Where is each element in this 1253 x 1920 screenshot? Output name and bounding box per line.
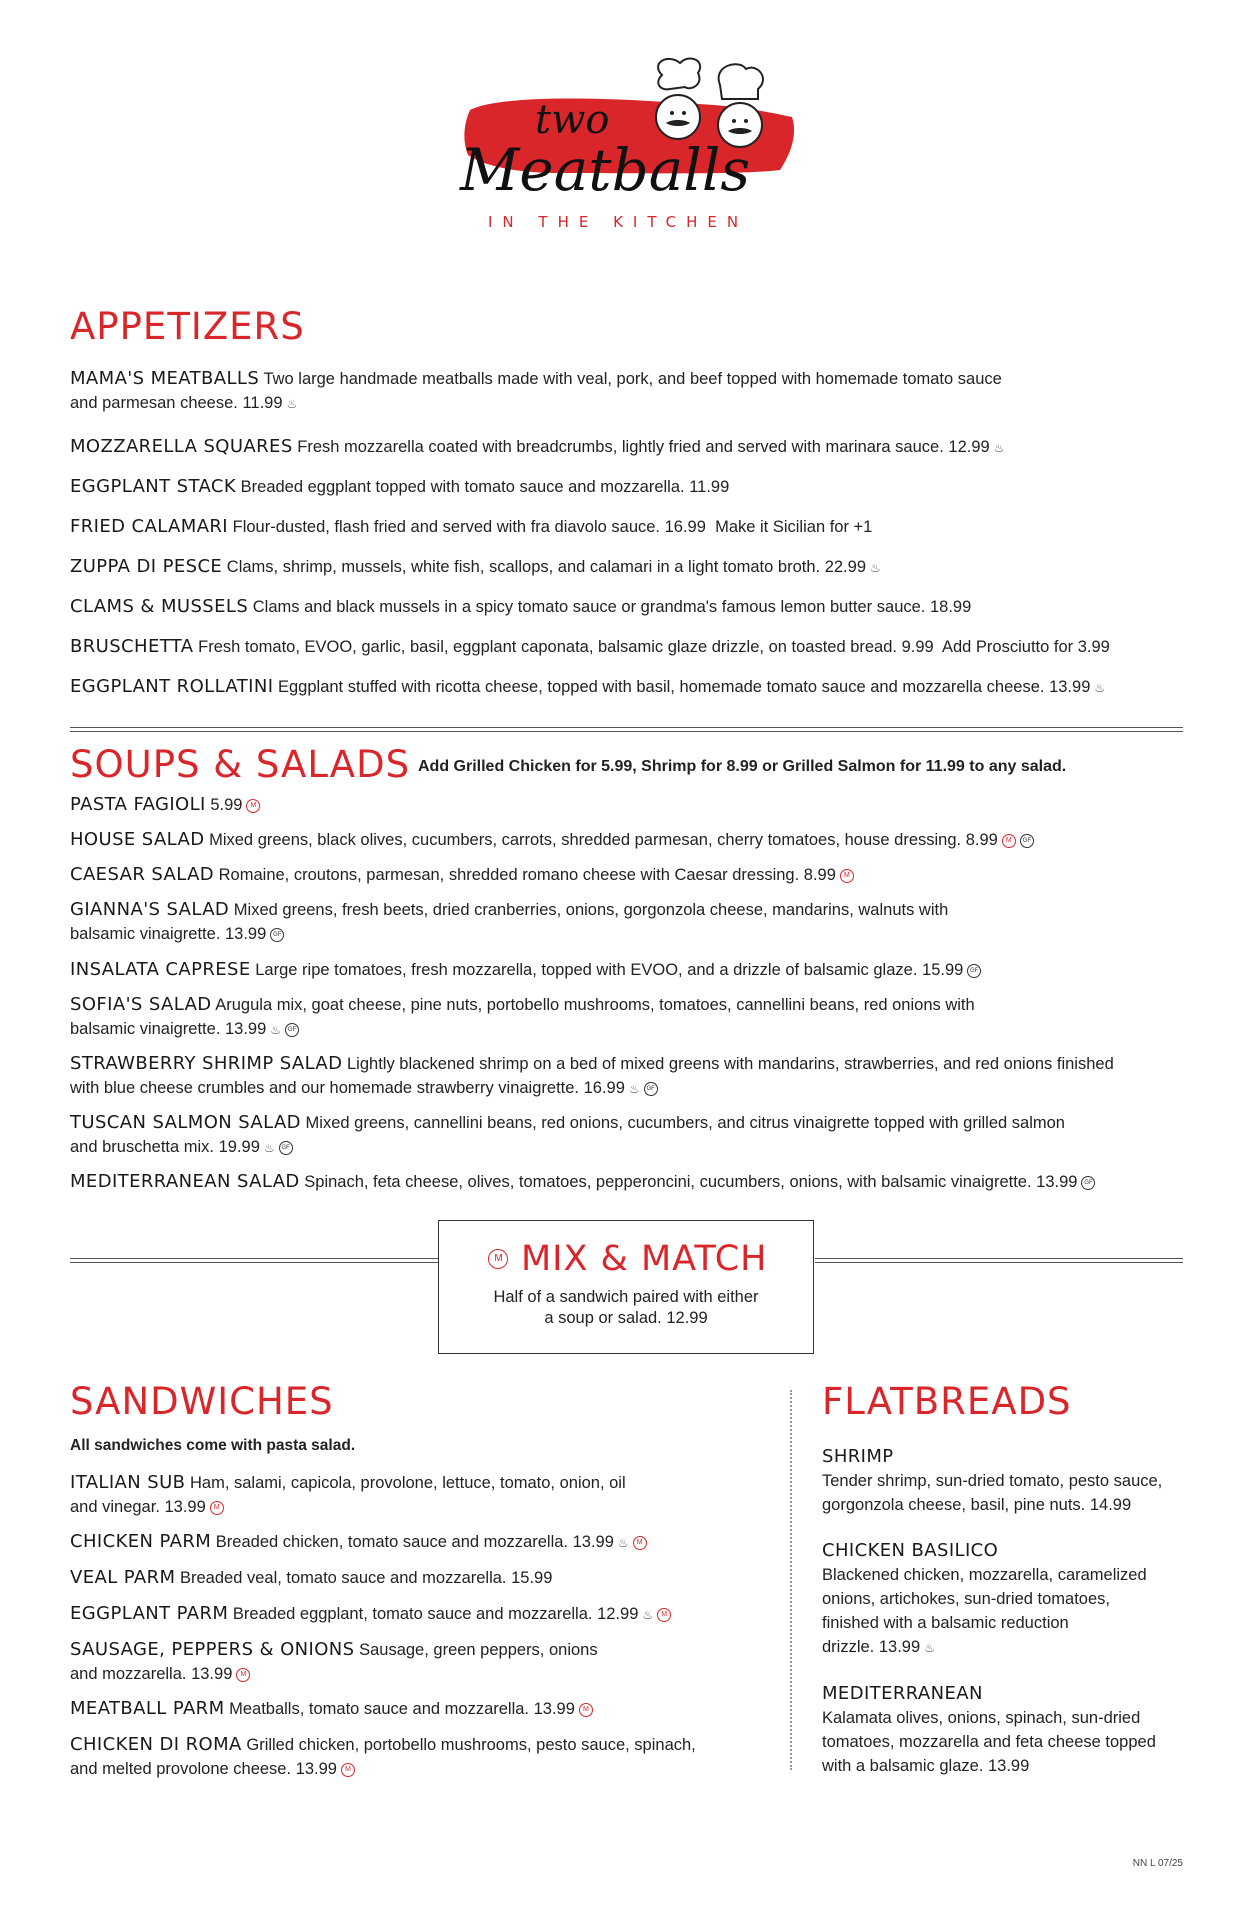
appetizer-item [70, 435, 1004, 460]
item-price: 19.99 [218, 1138, 260, 1156]
item-desc: Grilled chicken, portobello mushrooms, pesto sauce, spinach, [246, 1736, 696, 1754]
mix-match-icon: M [488, 1249, 508, 1269]
salad-item [70, 993, 975, 1042]
item-desc: Fresh mozzarella coated with breadcrumbs, lightly fried and served with marinara sauce. [297, 438, 944, 456]
item-extra: Make it Sicilian for +1 [715, 518, 873, 536]
item-desc: Breaded veal, tomato sauce and mozzarella. [180, 1569, 507, 1587]
item-desc: drizzle. 13.99 [822, 1638, 921, 1656]
mix-match-icon: M [579, 1703, 593, 1717]
item-name: TUSCAN SALMON SALAD [70, 1112, 301, 1133]
item-name: CHICKEN BASILICO [822, 1540, 999, 1561]
appetizer-item [70, 367, 1002, 416]
item-name: SHRIMP [822, 1446, 894, 1467]
chef-recommended-icon: ♨ [924, 1640, 935, 1655]
gluten-free-icon: GF [270, 928, 284, 942]
item-name: SAUSAGE, PEPPERS & ONIONS [70, 1639, 355, 1660]
item-desc: Ham, salami, capicola, provolone, lettuce, tomato, onion, oil [190, 1474, 626, 1492]
item-desc: Tender shrimp, sun-dried tomato, pesto sauce, [822, 1472, 1163, 1490]
item-name: CHICKEN PARM [70, 1531, 212, 1552]
item-desc: Breaded chicken, tomato sauce and mozzarella. [215, 1533, 568, 1551]
flatbread-item [822, 1539, 1192, 1660]
item-name: MAMA'S MEATBALLS [70, 368, 260, 389]
mix-match-desc [439, 1287, 813, 1329]
item-desc: Mixed greens, fresh beets, dried cranberries, onions, gorgonzola cheese, mandarins, walnuts with [233, 901, 949, 919]
chef-recommended-icon: ♨ [617, 1535, 629, 1550]
item-desc: onions, artichokes, sun-dried tomatoes, [822, 1590, 1110, 1608]
flatbread-item [822, 1682, 1192, 1778]
item-desc: and melted provolone cheese. [70, 1760, 292, 1778]
appetizer-item [70, 675, 1105, 700]
item-desc: Clams, shrimp, mussels, white fish, scallops, and calamari in a light tomato broth. [226, 558, 821, 576]
item-name: GIANNA'S SALAD [70, 899, 230, 920]
item-price: 13.99 [295, 1760, 337, 1778]
mix-match-icon: M [1002, 834, 1016, 848]
item-desc: Kalamata olives, onions, spinach, sun-dried [822, 1709, 1141, 1727]
item-name: ITALIAN SUB [70, 1472, 186, 1493]
chef-recommended-icon: ♨ [270, 1022, 282, 1037]
item-name: CLAMS & MUSSELS [70, 596, 249, 617]
item-name: HOUSE SALAD [70, 829, 205, 850]
section-divider [70, 727, 1183, 732]
item-name: EGGPLANT STACK [70, 476, 237, 497]
item-name: BRUSCHETTA [70, 636, 194, 657]
sandwich-note: All sandwiches come with pasta salad. [70, 1437, 356, 1454]
gluten-free-icon: GF [285, 1023, 299, 1037]
chef-recommended-icon: ♨ [993, 440, 1005, 455]
sandwich-item [70, 1602, 671, 1627]
item-price: 15.99 [922, 961, 964, 979]
item-price: 13.99 [1036, 1173, 1078, 1191]
mix-match-icon: M [633, 1536, 647, 1550]
sandwiches-title: SANDWICHES [70, 1380, 334, 1423]
salad-add-note: Add Grilled Chicken for 5.99, Shrimp for 8.99 or Grilled Salmon for 11.99 to any salad. [418, 758, 1067, 775]
item-name: PASTA FAGIOLI [70, 794, 206, 815]
mix-match-icon: M [341, 1763, 355, 1777]
item-desc: Large ripe tomatoes, fresh mozzarella, topped with EVOO, and a drizzle of balsamic glaze. [255, 961, 918, 979]
item-name: EGGPLANT PARM [70, 1603, 229, 1624]
item-desc: Fresh tomato, EVOO, garlic, basil, eggplant caponata, balsamic glaze drizzle, on toasted bread. [198, 638, 897, 656]
gluten-free-icon: GF [1020, 834, 1034, 848]
gluten-free-icon: GF [1081, 1176, 1095, 1190]
flatbread-item [822, 1445, 1192, 1517]
salad-item [70, 828, 1034, 852]
item-desc: Breaded eggplant topped with tomato sauce and mozzarella. [240, 478, 685, 496]
item-name: STRAWBERRY SHRIMP SALAD [70, 1053, 343, 1074]
item-desc: balsamic vinaigrette. [70, 1020, 221, 1038]
mix-match-icon: M [840, 869, 854, 883]
sandwich-item [70, 1733, 696, 1781]
chef-recommended-icon: ♨ [286, 396, 298, 411]
item-desc: Sausage, green peppers, onions [359, 1641, 598, 1659]
appetizer-item [70, 555, 881, 580]
soups-title: SOUPS & SALADS [70, 743, 411, 786]
mix-divider-left [70, 1258, 438, 1263]
mix-match-icon: M [246, 799, 260, 813]
chef-recommended-icon: ♨ [263, 1140, 275, 1155]
gluten-free-icon: GF [967, 964, 981, 978]
mix-match-box [438, 1220, 814, 1354]
item-desc: tomatoes, mozzarella and feta cheese topped [822, 1733, 1156, 1751]
item-price: 13.99 [533, 1700, 575, 1718]
salad-item [70, 863, 854, 887]
sandwich-item [70, 1566, 552, 1590]
appetizer-item [70, 475, 729, 499]
item-desc: Meatballs, tomato sauce and mozzarella. [229, 1700, 530, 1718]
appetizers-title: APPETIZERS [70, 305, 305, 348]
chef-recommended-icon: ♨ [1094, 680, 1106, 695]
item-desc: with a balsamic glaze. 13.99 [822, 1757, 1030, 1775]
mix-match-icon: M [236, 1668, 250, 1682]
item-desc: and parmesan cheese. [70, 394, 238, 412]
chef-recommended-icon: ♨ [628, 1081, 640, 1096]
item-name: INSALATA CAPRESE [70, 959, 251, 980]
salad-item [70, 958, 981, 982]
item-desc: Two large handmade meatballs made with veal, pork, and beef topped with homemade tomato sauce [263, 370, 1002, 388]
salad-item [70, 1111, 1065, 1160]
item-price: 11.99 [242, 394, 283, 412]
item-name: ZUPPA DI PESCE [70, 556, 223, 577]
item-desc: finished with a balsamic reduction [822, 1614, 1069, 1632]
item-name: CHICKEN DI ROMA [70, 1734, 242, 1755]
item-price: 8.99 [965, 831, 998, 849]
item-price: 18.99 [929, 598, 972, 616]
salad-item [70, 1170, 1095, 1194]
footer-code: NN L 07/25 [1132, 1858, 1183, 1869]
item-extra: Add Prosciutto for 3.99 [941, 638, 1110, 656]
item-desc: Breaded eggplant, tomato sauce and mozzarella. [232, 1605, 593, 1623]
item-desc: with blue cheese crumbles and our homemade strawberry vinaigrette. [70, 1079, 580, 1097]
item-desc: Lightly blackened shrimp on a bed of mixed greens with mandarins, strawberries, and red onions finished [347, 1055, 1114, 1073]
sandwich-item [70, 1471, 626, 1519]
item-price: 16.99 [583, 1079, 625, 1097]
sandwich-item [70, 1530, 647, 1555]
gluten-free-icon: GF [279, 1141, 293, 1155]
item-price: 16.99 [664, 518, 706, 536]
column-divider [790, 1390, 792, 1770]
item-desc: Eggplant stuffed with ricotta cheese, topped with basil, homemade tomato sauce and mozzarella cheese. [278, 678, 1045, 696]
item-price: 13.99 [1049, 678, 1091, 696]
item-desc: Mixed greens, cannellini beans, red onions, cucumbers, and citrus vinaigrette topped with grilled salmon [305, 1114, 1065, 1132]
item-price: 8.99 [803, 866, 836, 884]
mix-match-title: MIX & MATCH [520, 1239, 768, 1279]
sandwich-item [70, 1697, 593, 1721]
item-price: 15.99 [511, 1569, 553, 1587]
item-desc: Blackened chicken, mozzarella, caramelized [822, 1566, 1147, 1584]
item-price: 9.99 [901, 638, 934, 656]
logo-tagline: IN THE KITCHEN [488, 213, 749, 231]
mix-match-icon: M [657, 1608, 671, 1622]
item-desc: and mozzarella. [70, 1665, 187, 1683]
item-price: 11.99 [689, 478, 730, 496]
item-desc: Clams and black mussels in a spicy tomato sauce or grandma's famous lemon butter sauce. [252, 598, 926, 616]
salad-item [70, 793, 260, 817]
logo [440, 55, 820, 245]
item-name: MEDITERRANEAN [822, 1683, 983, 1704]
mix-match-line: Half of a sandwich paired with either [493, 1288, 759, 1306]
item-desc: and bruschetta mix. [70, 1138, 214, 1156]
item-desc: and vinegar. [70, 1498, 160, 1516]
item-price: 13.99 [164, 1498, 206, 1516]
salad-item [70, 898, 948, 946]
item-price: 12.99 [948, 438, 990, 456]
item-desc: Flour-dusted, flash fried and served with fra diavolo sauce. [232, 518, 661, 536]
item-desc: Arugula mix, goat cheese, pine nuts, portobello mushrooms, tomatoes, cannellini beans, red onions with [215, 996, 975, 1014]
sandwich-item [70, 1638, 598, 1686]
svg-text:Meatballs: Meatballs [460, 136, 751, 204]
appetizer-item [70, 595, 971, 619]
item-price: 22.99 [824, 558, 866, 576]
flatbreads-title: FLATBREADS [822, 1380, 1072, 1423]
appetizer-item [70, 515, 872, 539]
item-name: MOZZARELLA SQUARES [70, 436, 293, 457]
mix-divider-right [815, 1258, 1183, 1263]
mix-match-heading [439, 1239, 813, 1279]
item-name: VEAL PARM [70, 1567, 176, 1588]
item-name: EGGPLANT ROLLATINI [70, 676, 274, 697]
mix-match-line: a soup or salad. 12.99 [544, 1309, 708, 1327]
item-desc: Romaine, croutons, parmesan, shredded romano cheese with Caesar dressing. [218, 866, 800, 884]
item-desc: Mixed greens, black olives, cucumbers, carrots, shredded parmesan, cherry tomatoes, house dressing. [209, 831, 962, 849]
gluten-free-icon: GF [644, 1082, 658, 1096]
item-price: 13.99 [225, 1020, 267, 1038]
item-price: 5.99 [210, 796, 243, 814]
item-name: MEATBALL PARM [70, 1698, 225, 1719]
item-price: 12.99 [597, 1605, 639, 1623]
item-name: FRIED CALAMARI [70, 516, 229, 537]
salad-item [70, 1052, 1114, 1101]
item-price: 13.99 [572, 1533, 614, 1551]
item-name: MEDITERRANEAN SALAD [70, 1171, 300, 1192]
item-price: 13.99 [191, 1665, 233, 1683]
item-name: CAESAR SALAD [70, 864, 215, 885]
mix-match-icon: M [210, 1501, 224, 1515]
appetizer-item [70, 635, 1110, 659]
item-name: SOFIA'S SALAD [70, 994, 212, 1015]
item-desc: gorgonzola cheese, basil, pine nuts. 14.99 [822, 1496, 1132, 1514]
item-desc: balsamic vinaigrette. [70, 925, 221, 943]
svg-text:two: two [535, 97, 610, 143]
chef-recommended-icon: ♨ [642, 1607, 654, 1622]
item-price: 13.99 [225, 925, 267, 943]
item-desc: Spinach, feta cheese, olives, tomatoes, pepperoncini, cucumbers, onions, with balsamic vinaigrette. [304, 1173, 1032, 1191]
chef-recommended-icon: ♨ [870, 560, 881, 575]
